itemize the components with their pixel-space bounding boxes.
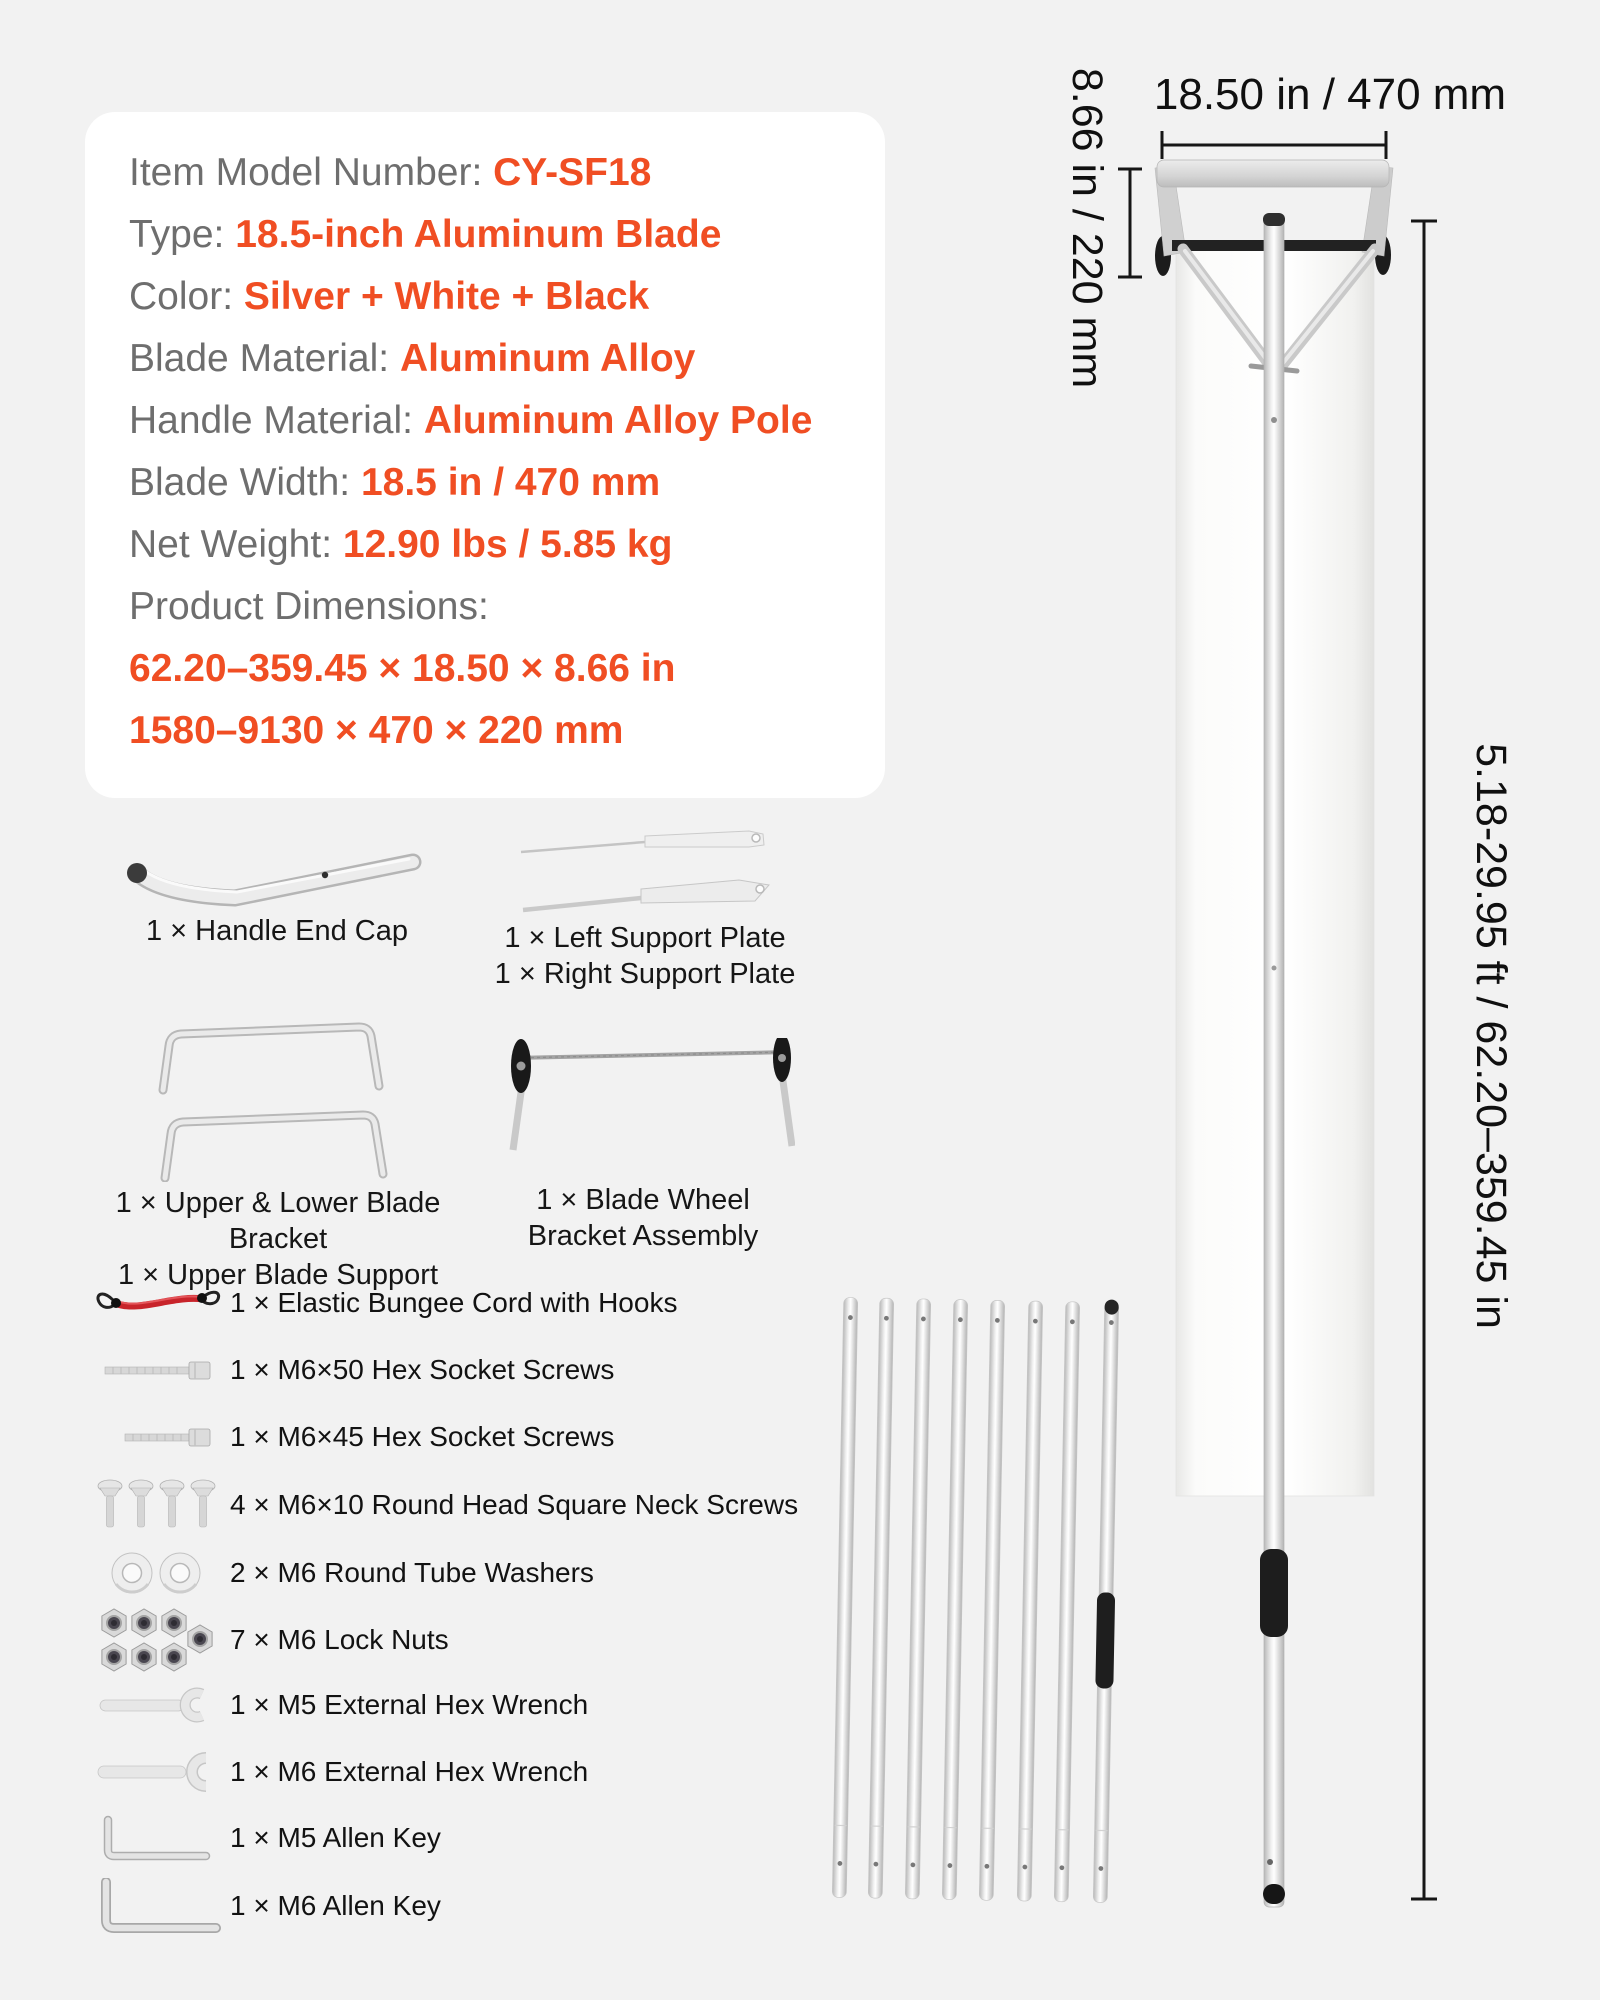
pole-length-dimension-label: 5.18-29.95 ft / 62.20–359.45 in [1467, 743, 1515, 1329]
hardware-label: 1 × M6 External Hex Wrench [230, 1756, 589, 1787]
hardware-row-m6x45-screw [88, 1404, 848, 1470]
spec-row-dimensions-in: 62.20–359.45 × 18.50 × 8.66 in [129, 647, 676, 690]
spec-row-dimensions-mm: 1580–9130 × 470 × 220 mm [129, 709, 624, 752]
hardware-row-m6x10-screws [88, 1472, 848, 1538]
hex-socket-screw-short-icon [88, 1424, 230, 1450]
hardware-row-bungee [88, 1270, 848, 1336]
hardware-row-m5-wrench [88, 1672, 848, 1738]
hardware-row-m6-wrench [88, 1739, 848, 1805]
wheel-bracket-assembly-caption: 1 × Blade Wheel Bracket Assembly [527, 1184, 759, 1252]
hardware-row-m6x50-screw [88, 1337, 848, 1403]
hex-wrench-m5-icon [88, 1685, 230, 1725]
hex-socket-screw-long-icon [88, 1357, 230, 1383]
blade-brackets-caption: 1 × Upper & Lower Blade Bracket 1 × Upper Blade Support [115, 1187, 441, 1291]
hardware-label: 1 × M5 External Hex Wrench [230, 1689, 589, 1720]
handle-end-cap-caption: 1 × Handle End Cap [146, 915, 408, 947]
hardware-label: 7 × M6 Lock Nuts [230, 1624, 449, 1655]
hardware-label: 1 × M6 Allen Key [230, 1890, 441, 1921]
spec-row-type: Type: 18.5-inch Aluminum Blade [129, 213, 722, 256]
allen-key-m6-icon [88, 1878, 230, 1934]
round-tube-washers-icon [88, 1550, 230, 1596]
blade-brackets-icon [155, 1020, 395, 1182]
handle-end-cap-icon [125, 845, 425, 920]
spec-row-net-weight: Net Weight: 12.90 lbs / 5.85 kg [129, 523, 673, 566]
hardware-row-washers [88, 1540, 848, 1606]
lock-nuts-icon [88, 1606, 230, 1674]
hardware-label: 1 × Elastic Bungee Cord with Hooks [230, 1287, 678, 1318]
spec-card [85, 112, 885, 798]
spec-row-dimensions-title: Product Dimensions: [129, 585, 489, 628]
hardware-label: 4 × M6×10 Round Head Square Neck Screws [230, 1489, 799, 1520]
spec-row-blade-material: Blade Material: Aluminum Alloy [129, 337, 696, 380]
support-plates-icon [517, 828, 777, 918]
hardware-row-lock-nuts [88, 1607, 848, 1673]
spec-row-blade-width: Blade Width: 18.5 in / 470 mm [129, 461, 661, 504]
support-plates-caption: 1 × Left Support Plate 1 × Right Support Plate [494, 922, 796, 990]
spec-row-handle-material: Handle Material: Aluminum Alloy Pole [129, 399, 813, 442]
spec-row-color: Color: Silver + White + Black [129, 275, 650, 318]
bungee-cord-icon [88, 1282, 230, 1324]
hardware-row-m6-allen-key [88, 1873, 848, 1939]
hardware-label: 2 × M6 Round Tube Washers [230, 1557, 594, 1588]
blade-width-dimension-label: 18.50 in / 470 mm [1153, 70, 1507, 119]
hardware-label: 1 × M6×50 Hex Socket Screws [230, 1354, 615, 1385]
allen-key-m5-icon [88, 1812, 230, 1864]
wheel-bracket-assembly-icon [505, 1038, 795, 1163]
hex-wrench-m6-icon [88, 1750, 230, 1794]
hardware-label: 1 × M5 Allen Key [230, 1822, 441, 1853]
hardware-label: 1 × M6×45 Hex Socket Screws [230, 1421, 615, 1452]
spec-row-model: Item Model Number: CY-SF18 [129, 151, 652, 194]
blade-height-dimension-label: 8.66 in / 220 mm [1063, 67, 1111, 389]
hardware-row-m5-allen-key [88, 1805, 848, 1871]
square-neck-screws-icon [88, 1477, 230, 1533]
